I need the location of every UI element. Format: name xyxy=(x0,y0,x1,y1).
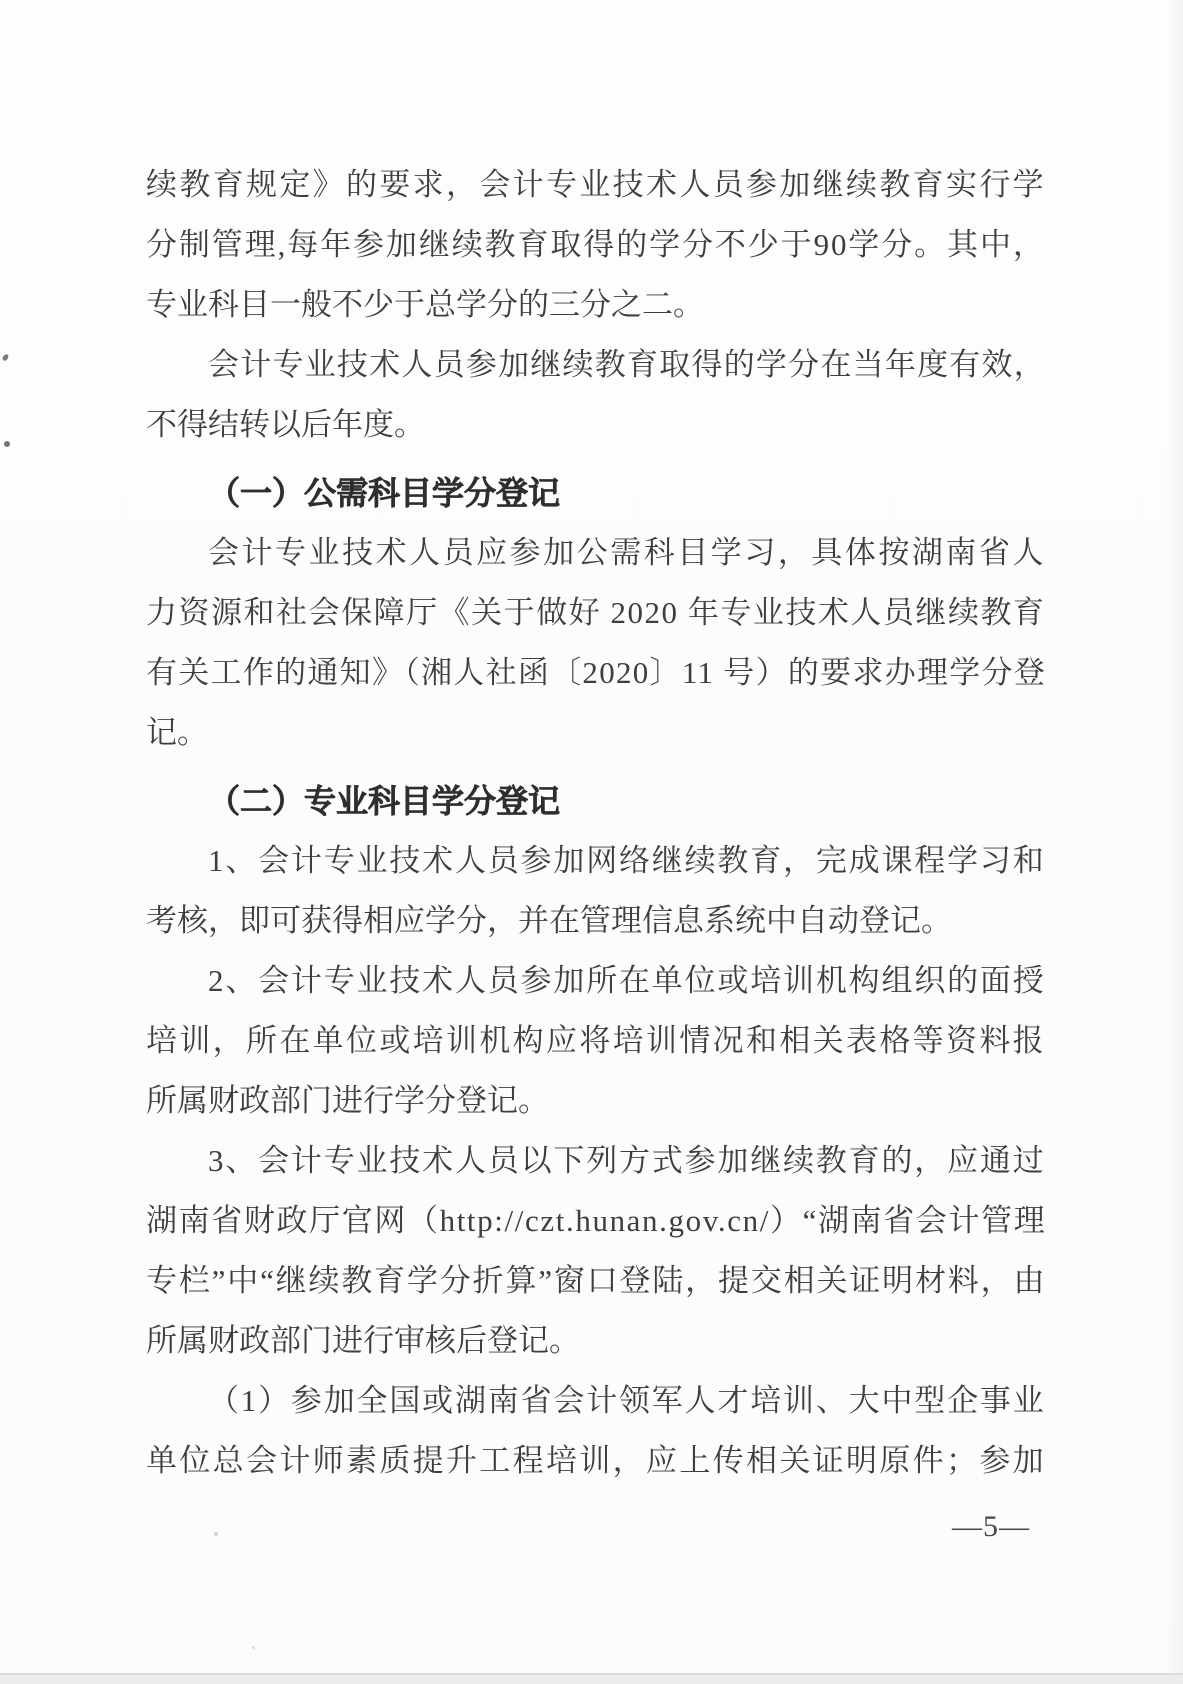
section-heading: （二）专业科目学分登记 xyxy=(208,783,561,819)
text-line: 续教育规定》的要求，会计专业技术人员参加继续教育实行学 xyxy=(146,167,1046,202)
scan-right-edge xyxy=(1165,0,1183,1684)
page-number: —5— xyxy=(952,1510,1030,1543)
text-line: 力资源和社会保障厅《关于做好 2020 年专业技术人员继续教育 xyxy=(146,595,1046,630)
scan-speck xyxy=(4,441,10,447)
text-line: 所属财政部门进行审核后登记。 xyxy=(146,1323,580,1358)
text-line: 会计专业技术人员参加继续教育取得的学分在当年度有效， xyxy=(208,347,1046,382)
text-line: 专业科目一般不少于总学分的三分之二。 xyxy=(146,287,704,322)
text-line: 2、会计专业技术人员参加所在单位或培训机构组织的面授 xyxy=(208,963,1046,998)
text-line: 专栏”中“继续教育学分折算”窗口登陆，提交相关证明材料，由 xyxy=(146,1263,1046,1298)
text-line: （1）参加全国或湖南省会计领军人才培训、大中型企事业 xyxy=(208,1383,1046,1418)
text-line: 1、会计专业技术人员参加网络继续教育，完成课程学习和 xyxy=(208,843,1046,878)
text-line: 分制管理,每年参加继续教育取得的学分不少于90学分。其中， xyxy=(146,227,1046,262)
text-line: 记。 xyxy=(146,715,208,750)
text-line: 所属财政部门进行学分登记。 xyxy=(146,1083,549,1118)
text-line: 有关工作的通知》（湘人社函〔2020〕11 号）的要求办理学分登 xyxy=(146,655,1046,690)
scan-bottom-edge xyxy=(0,1673,1183,1684)
scan-speck xyxy=(252,1646,255,1649)
section-heading: （一）公需科目学分登记 xyxy=(208,475,561,511)
text-line: 培训，所在单位或培训机构应将培训情况和相关表格等资料报 xyxy=(146,1023,1046,1058)
text-line: 3、会计专业技术人员以下列方式参加继续教育的，应通过 xyxy=(208,1143,1046,1178)
scan-speck xyxy=(214,1532,218,1536)
scan-speck xyxy=(1,353,9,362)
document-text-block xyxy=(146,155,1046,1491)
text-line: 考核，即可获得相应学分，并在管理信息系统中自动登记。 xyxy=(146,903,952,938)
text-line: 不得结转以后年度。 xyxy=(146,407,425,442)
text-line: 会计专业技术人员应参加公需科目学习，具体按湖南省人 xyxy=(208,535,1046,570)
text-line: 湖南省财政厅官网（http://czt.hunan.gov.cn/）“湖南省会计管理 xyxy=(146,1203,1046,1238)
text-line: 单位总会计师素质提升工程培训，应上传相关证明原件；参加 xyxy=(146,1443,1046,1478)
